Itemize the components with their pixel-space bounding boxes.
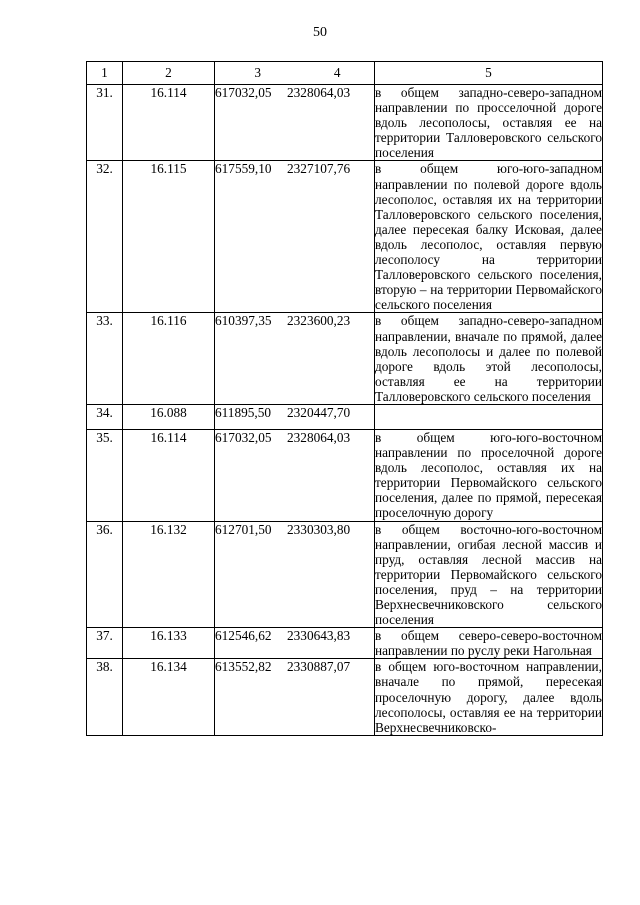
row-number: 38.	[87, 659, 123, 735]
row-number: 36.	[87, 521, 123, 628]
direction-description: в общем северо-северо-восточном направлении по руслу реки Нагольная	[375, 628, 602, 659]
table-row	[87, 659, 603, 735]
direction-description: в общем юго-юго-восточном направлении по проселочной дороге вдоль лесополос, оставляя их на территории Первомайского сельского поселения, далее по прямой, пересекая проселочную дорогу	[375, 429, 602, 521]
table-row	[87, 521, 603, 628]
direction-description: в общем западно-северо-западном направлении, вначале по прямой, далее вдоль лесополосы и далее по полевой дороге вдоль этой лесополосы, оставляя ее на территории Талловеровского сельского поселения	[375, 313, 602, 404]
coordinates	[215, 404, 375, 429]
coord-x: 611895,50	[215, 404, 272, 420]
coord-x: 612546,62	[215, 628, 272, 644]
header-col-4: 4	[301, 62, 375, 85]
coordinates	[215, 313, 375, 405]
point-id: 16.115	[123, 161, 215, 313]
coord-y: 2328064,03	[287, 429, 351, 445]
coord-x: 613552,82	[215, 659, 272, 675]
coord-y: 2328064,03	[287, 85, 351, 100]
coord-y: 2327107,76	[287, 161, 351, 177]
row-number: 34.	[87, 404, 123, 429]
point-id: 16.134	[123, 659, 215, 735]
coordinates	[215, 85, 375, 161]
table-row	[87, 404, 603, 429]
point-id: 16.132	[123, 521, 215, 628]
point-id: 16.114	[123, 429, 215, 521]
row-number: 35.	[87, 429, 123, 521]
coord-y: 2330643,83	[287, 628, 351, 644]
header-col-5: 5	[375, 62, 603, 85]
direction-description	[375, 404, 603, 429]
point-id: 16.133	[123, 628, 215, 659]
boundary-table	[86, 61, 603, 736]
coord-x: 612701,50	[215, 521, 272, 537]
table-row	[87, 429, 603, 521]
direction-description: в общем восточно-юго-восточном направлении, огибая лесной массив и пруд, оставляя лесной массив на территории Первомайского сельского поселения, пруд – на территории Верхнесвечниковского сельского поселения	[375, 521, 602, 628]
direction-description: в общем западно-северо-западном направлении по просселочной дороге вдоль лесополосы, оставляя ее на территории Талловеровского сельского поселения	[375, 85, 602, 161]
row-number: 32.	[87, 161, 123, 313]
table-header-row	[87, 62, 603, 85]
coord-x: 610397,35	[215, 313, 272, 329]
coord-y: 2330887,07	[287, 659, 351, 675]
coord-y: 2330303,80	[287, 521, 351, 537]
table-row	[87, 628, 603, 659]
point-id: 16.088	[123, 404, 215, 429]
header-col-3: 3	[215, 62, 301, 85]
coordinates	[215, 659, 375, 735]
header-col-1: 1	[87, 62, 123, 85]
coord-x: 617559,10	[215, 161, 272, 177]
coordinates	[215, 161, 375, 313]
header-col-2: 2	[123, 62, 215, 85]
row-number: 33.	[87, 313, 123, 405]
coordinates	[215, 521, 375, 628]
row-number: 31.	[87, 85, 123, 161]
page-number: 50	[313, 25, 327, 40]
coordinates	[215, 628, 375, 659]
table-row	[87, 85, 603, 161]
coord-x: 617032,05	[215, 429, 272, 445]
table-row	[87, 313, 603, 405]
point-id: 16.116	[123, 313, 215, 405]
point-id: 16.114	[123, 85, 215, 161]
coordinates	[215, 429, 375, 521]
row-number: 37.	[87, 628, 123, 659]
coord-x: 617032,05	[215, 85, 272, 100]
direction-description: в общем юго-восточном направлении, вначале по прямой, пересекая проселочную дорогу, далее вдоль лесополосы, оставляя ее на территории Верхнесвечниковско-	[375, 659, 602, 735]
table-row	[87, 161, 603, 313]
coord-y: 2323600,23	[287, 313, 351, 329]
coord-y: 2320447,70	[287, 404, 351, 420]
direction-description: в общем юго-юго-западном направлении по полевой дороге вдоль лесополос, оставляя их на территории Талловеровского сельского поселения, далее пересекая балку Исковая, далее вдоль лесополос, оставляя первую лесополосу на территории Талловеровского сельского поселения, вторую – на территории Первомайского сельского поселения	[375, 161, 602, 313]
